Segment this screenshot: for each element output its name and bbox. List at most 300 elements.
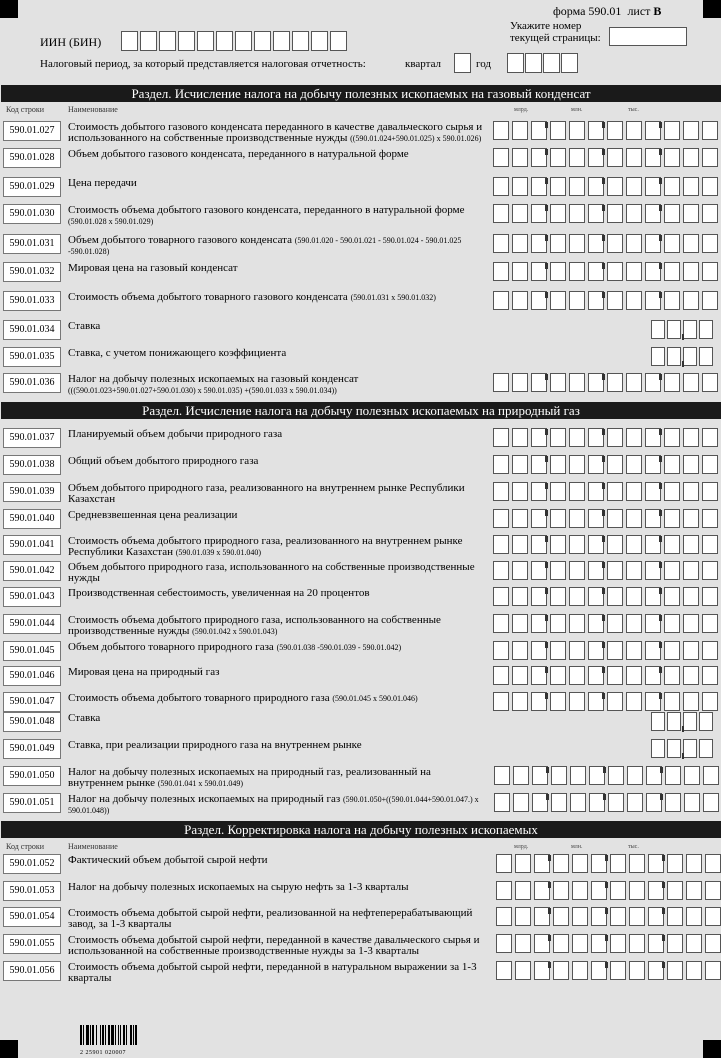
amount-digit-cell[interactable] xyxy=(686,934,702,953)
amount-digit-cell[interactable] xyxy=(550,121,566,140)
amount-digit-cell[interactable] xyxy=(686,907,702,926)
amount-digit-cell[interactable] xyxy=(607,666,623,685)
amount-digit-cell[interactable] xyxy=(493,177,509,196)
amount-digit-cell[interactable] xyxy=(645,234,661,253)
amount-digit-cell[interactable] xyxy=(686,881,702,900)
year-digit-cell[interactable] xyxy=(525,53,542,73)
amount-digit-cell[interactable] xyxy=(626,666,642,685)
amount-digit-cell[interactable] xyxy=(493,641,509,660)
amount-digit-cell[interactable] xyxy=(705,934,721,953)
amount-digit-cell[interactable] xyxy=(569,177,585,196)
iin-digit-cell[interactable] xyxy=(254,31,271,51)
amount-digit-cell[interactable] xyxy=(683,428,699,447)
iin-digit-cell[interactable] xyxy=(311,31,328,51)
amount-digit-cell[interactable] xyxy=(512,148,528,167)
amount-digit-cell[interactable] xyxy=(664,641,680,660)
rate-digit-cell[interactable] xyxy=(667,320,681,339)
amount-digit-cell[interactable] xyxy=(589,766,605,785)
amount-digit-cell[interactable] xyxy=(493,428,509,447)
amount-digit-cell[interactable] xyxy=(493,561,509,580)
amount-digit-cell[interactable] xyxy=(607,641,623,660)
amount-digit-cell[interactable] xyxy=(664,587,680,606)
amount-digit-cell[interactable] xyxy=(531,373,547,392)
amount-digit-cell[interactable] xyxy=(512,428,528,447)
amount-digit-cell[interactable] xyxy=(648,854,664,873)
amount-digit-cell[interactable] xyxy=(645,428,661,447)
amount-digit-cell[interactable] xyxy=(572,934,588,953)
amount-digit-cell[interactable] xyxy=(588,177,604,196)
amount-digit-cell[interactable] xyxy=(645,204,661,223)
amount-digit-cell[interactable] xyxy=(534,934,550,953)
amount-digit-cell[interactable] xyxy=(534,881,550,900)
amount-digit-cell[interactable] xyxy=(664,204,680,223)
amount-digit-cell[interactable] xyxy=(569,614,585,633)
amount-digit-cell[interactable] xyxy=(646,766,662,785)
amount-digit-cell[interactable] xyxy=(588,262,604,281)
amount-digit-cell[interactable] xyxy=(531,234,547,253)
amount-digit-cell[interactable] xyxy=(626,561,642,580)
amount-digit-cell[interactable] xyxy=(550,666,566,685)
amount-digit-cell[interactable] xyxy=(607,614,623,633)
amount-digit-cell[interactable] xyxy=(550,177,566,196)
amount-digit-cell[interactable] xyxy=(683,561,699,580)
amount-digit-cell[interactable] xyxy=(531,641,547,660)
amount-digit-cell[interactable] xyxy=(702,291,718,310)
amount-digit-cell[interactable] xyxy=(629,907,645,926)
rate-digit-cell[interactable] xyxy=(699,739,713,758)
rate-digit-cell[interactable] xyxy=(651,347,665,366)
amount-digit-cell[interactable] xyxy=(512,482,528,501)
rate-digit-cell[interactable] xyxy=(683,320,697,339)
amount-digit-cell[interactable] xyxy=(645,692,661,711)
amount-digit-cell[interactable] xyxy=(550,291,566,310)
amount-digit-cell[interactable] xyxy=(626,291,642,310)
amount-digit-cell[interactable] xyxy=(607,262,623,281)
amount-digit-cell[interactable] xyxy=(645,291,661,310)
amount-digit-cell[interactable] xyxy=(607,121,623,140)
amount-digit-cell[interactable] xyxy=(515,907,531,926)
amount-digit-cell[interactable] xyxy=(683,291,699,310)
amount-digit-cell[interactable] xyxy=(512,373,528,392)
amount-digit-cell[interactable] xyxy=(550,234,566,253)
iin-digit-cell[interactable] xyxy=(330,31,347,51)
amount-digit-cell[interactable] xyxy=(683,666,699,685)
amount-digit-cell[interactable] xyxy=(702,482,718,501)
amount-digit-cell[interactable] xyxy=(645,641,661,660)
amount-digit-cell[interactable] xyxy=(569,455,585,474)
amount-digit-cell[interactable] xyxy=(626,614,642,633)
amount-digit-cell[interactable] xyxy=(513,766,529,785)
amount-digit-cell[interactable] xyxy=(512,561,528,580)
amount-digit-cell[interactable] xyxy=(588,509,604,528)
amount-digit-cell[interactable] xyxy=(702,641,718,660)
amount-digit-cell[interactable] xyxy=(493,204,509,223)
amount-digit-cell[interactable] xyxy=(648,934,664,953)
amount-digit-cell[interactable] xyxy=(569,373,585,392)
amount-digit-cell[interactable] xyxy=(570,766,586,785)
amount-digit-cell[interactable] xyxy=(550,587,566,606)
amount-digit-cell[interactable] xyxy=(550,204,566,223)
amount-digit-cell[interactable] xyxy=(534,907,550,926)
amount-digit-cell[interactable] xyxy=(572,881,588,900)
amount-digit-cell[interactable] xyxy=(531,535,547,554)
amount-digit-cell[interactable] xyxy=(588,373,604,392)
amount-digit-cell[interactable] xyxy=(702,561,718,580)
iin-digit-cell[interactable] xyxy=(292,31,309,51)
amount-digit-cell[interactable] xyxy=(493,482,509,501)
amount-digit-cell[interactable] xyxy=(645,535,661,554)
amount-digit-cell[interactable] xyxy=(664,373,680,392)
amount-digit-cell[interactable] xyxy=(683,262,699,281)
amount-digit-cell[interactable] xyxy=(648,961,664,980)
amount-digit-cell[interactable] xyxy=(667,881,683,900)
amount-digit-cell[interactable] xyxy=(645,509,661,528)
amount-digit-cell[interactable] xyxy=(569,482,585,501)
amount-digit-cell[interactable] xyxy=(608,766,624,785)
amount-digit-cell[interactable] xyxy=(512,509,528,528)
amount-digit-cell[interactable] xyxy=(591,961,607,980)
rate-digit-cell[interactable] xyxy=(699,347,713,366)
amount-digit-cell[interactable] xyxy=(493,291,509,310)
amount-digit-cell[interactable] xyxy=(703,766,719,785)
rate-digit-cell[interactable] xyxy=(683,712,697,731)
amount-digit-cell[interactable] xyxy=(683,692,699,711)
amount-digit-cell[interactable] xyxy=(493,373,509,392)
amount-digit-cell[interactable] xyxy=(569,204,585,223)
amount-digit-cell[interactable] xyxy=(569,148,585,167)
iin-digit-cell[interactable] xyxy=(216,31,233,51)
amount-digit-cell[interactable] xyxy=(493,692,509,711)
amount-digit-cell[interactable] xyxy=(531,455,547,474)
amount-digit-cell[interactable] xyxy=(705,907,721,926)
amount-digit-cell[interactable] xyxy=(683,614,699,633)
year-digit-cell[interactable] xyxy=(543,53,560,73)
amount-digit-cell[interactable] xyxy=(667,907,683,926)
amount-digit-cell[interactable] xyxy=(610,907,626,926)
amount-digit-cell[interactable] xyxy=(496,854,512,873)
amount-digit-cell[interactable] xyxy=(591,881,607,900)
amount-digit-cell[interactable] xyxy=(572,961,588,980)
rate-digit-cell[interactable] xyxy=(667,712,681,731)
amount-digit-cell[interactable] xyxy=(531,291,547,310)
amount-digit-cell[interactable] xyxy=(569,641,585,660)
amount-digit-cell[interactable] xyxy=(683,535,699,554)
amount-digit-cell[interactable] xyxy=(512,535,528,554)
amount-digit-cell[interactable] xyxy=(702,614,718,633)
amount-digit-cell[interactable] xyxy=(588,291,604,310)
amount-digit-cell[interactable] xyxy=(684,793,700,812)
amount-digit-cell[interactable] xyxy=(588,535,604,554)
amount-digit-cell[interactable] xyxy=(626,373,642,392)
amount-digit-cell[interactable] xyxy=(493,455,509,474)
amount-digit-cell[interactable] xyxy=(626,587,642,606)
amount-digit-cell[interactable] xyxy=(683,509,699,528)
amount-digit-cell[interactable] xyxy=(550,262,566,281)
amount-digit-cell[interactable] xyxy=(608,793,624,812)
amount-digit-cell[interactable] xyxy=(610,881,626,900)
amount-digit-cell[interactable] xyxy=(531,148,547,167)
amount-digit-cell[interactable] xyxy=(702,666,718,685)
amount-digit-cell[interactable] xyxy=(626,509,642,528)
amount-digit-cell[interactable] xyxy=(626,535,642,554)
amount-digit-cell[interactable] xyxy=(591,907,607,926)
amount-digit-cell[interactable] xyxy=(626,204,642,223)
amount-digit-cell[interactable] xyxy=(534,961,550,980)
amount-digit-cell[interactable] xyxy=(610,854,626,873)
amount-digit-cell[interactable] xyxy=(664,148,680,167)
amount-digit-cell[interactable] xyxy=(531,482,547,501)
amount-digit-cell[interactable] xyxy=(494,766,510,785)
year-digit-cell[interactable] xyxy=(561,53,578,73)
amount-digit-cell[interactable] xyxy=(493,121,509,140)
amount-digit-cell[interactable] xyxy=(686,961,702,980)
amount-digit-cell[interactable] xyxy=(494,793,510,812)
amount-digit-cell[interactable] xyxy=(532,766,548,785)
amount-digit-cell[interactable] xyxy=(550,455,566,474)
amount-digit-cell[interactable] xyxy=(550,509,566,528)
amount-digit-cell[interactable] xyxy=(626,482,642,501)
amount-digit-cell[interactable] xyxy=(664,291,680,310)
rate-digit-cell[interactable] xyxy=(683,347,697,366)
amount-digit-cell[interactable] xyxy=(627,766,643,785)
iin-digit-cell[interactable] xyxy=(140,31,157,51)
amount-digit-cell[interactable] xyxy=(588,666,604,685)
amount-digit-cell[interactable] xyxy=(645,373,661,392)
amount-digit-cell[interactable] xyxy=(607,373,623,392)
amount-digit-cell[interactable] xyxy=(664,121,680,140)
amount-digit-cell[interactable] xyxy=(496,907,512,926)
amount-digit-cell[interactable] xyxy=(645,666,661,685)
amount-digit-cell[interactable] xyxy=(588,587,604,606)
amount-digit-cell[interactable] xyxy=(534,854,550,873)
amount-digit-cell[interactable] xyxy=(588,561,604,580)
amount-digit-cell[interactable] xyxy=(702,204,718,223)
amount-digit-cell[interactable] xyxy=(683,641,699,660)
rate-digit-cell[interactable] xyxy=(699,320,713,339)
amount-digit-cell[interactable] xyxy=(493,148,509,167)
amount-digit-cell[interactable] xyxy=(702,121,718,140)
amount-digit-cell[interactable] xyxy=(493,587,509,606)
amount-digit-cell[interactable] xyxy=(610,934,626,953)
amount-digit-cell[interactable] xyxy=(553,881,569,900)
amount-digit-cell[interactable] xyxy=(702,692,718,711)
amount-digit-cell[interactable] xyxy=(645,177,661,196)
amount-digit-cell[interactable] xyxy=(683,204,699,223)
amount-digit-cell[interactable] xyxy=(569,121,585,140)
amount-digit-cell[interactable] xyxy=(512,666,528,685)
amount-digit-cell[interactable] xyxy=(607,177,623,196)
amount-digit-cell[interactable] xyxy=(569,262,585,281)
amount-digit-cell[interactable] xyxy=(607,428,623,447)
amount-digit-cell[interactable] xyxy=(645,482,661,501)
amount-digit-cell[interactable] xyxy=(683,148,699,167)
amount-digit-cell[interactable] xyxy=(515,934,531,953)
amount-digit-cell[interactable] xyxy=(553,934,569,953)
amount-digit-cell[interactable] xyxy=(515,881,531,900)
amount-digit-cell[interactable] xyxy=(591,934,607,953)
amount-digit-cell[interactable] xyxy=(512,234,528,253)
rate-digit-cell[interactable] xyxy=(651,712,665,731)
amount-digit-cell[interactable] xyxy=(531,614,547,633)
amount-digit-cell[interactable] xyxy=(683,373,699,392)
amount-digit-cell[interactable] xyxy=(569,692,585,711)
amount-digit-cell[interactable] xyxy=(702,177,718,196)
amount-digit-cell[interactable] xyxy=(664,614,680,633)
amount-digit-cell[interactable] xyxy=(591,854,607,873)
amount-digit-cell[interactable] xyxy=(665,793,681,812)
amount-digit-cell[interactable] xyxy=(588,692,604,711)
amount-digit-cell[interactable] xyxy=(683,177,699,196)
amount-digit-cell[interactable] xyxy=(515,854,531,873)
amount-digit-cell[interactable] xyxy=(512,121,528,140)
amount-digit-cell[interactable] xyxy=(627,793,643,812)
amount-digit-cell[interactable] xyxy=(553,961,569,980)
amount-digit-cell[interactable] xyxy=(588,482,604,501)
amount-digit-cell[interactable] xyxy=(626,148,642,167)
amount-digit-cell[interactable] xyxy=(626,262,642,281)
amount-digit-cell[interactable] xyxy=(551,766,567,785)
amount-digit-cell[interactable] xyxy=(512,641,528,660)
amount-digit-cell[interactable] xyxy=(607,692,623,711)
amount-digit-cell[interactable] xyxy=(550,641,566,660)
amount-digit-cell[interactable] xyxy=(531,587,547,606)
amount-digit-cell[interactable] xyxy=(607,561,623,580)
amount-digit-cell[interactable] xyxy=(664,535,680,554)
amount-digit-cell[interactable] xyxy=(667,961,683,980)
rate-digit-cell[interactable] xyxy=(651,739,665,758)
amount-digit-cell[interactable] xyxy=(531,692,547,711)
amount-digit-cell[interactable] xyxy=(493,262,509,281)
amount-digit-cell[interactable] xyxy=(645,587,661,606)
amount-digit-cell[interactable] xyxy=(664,428,680,447)
amount-digit-cell[interactable] xyxy=(532,793,548,812)
amount-digit-cell[interactable] xyxy=(664,234,680,253)
amount-digit-cell[interactable] xyxy=(645,262,661,281)
amount-digit-cell[interactable] xyxy=(588,614,604,633)
amount-digit-cell[interactable] xyxy=(588,428,604,447)
amount-digit-cell[interactable] xyxy=(569,428,585,447)
amount-digit-cell[interactable] xyxy=(702,234,718,253)
amount-digit-cell[interactable] xyxy=(588,121,604,140)
amount-digit-cell[interactable] xyxy=(512,587,528,606)
amount-digit-cell[interactable] xyxy=(550,373,566,392)
amount-digit-cell[interactable] xyxy=(626,455,642,474)
amount-digit-cell[interactable] xyxy=(496,961,512,980)
amount-digit-cell[interactable] xyxy=(493,234,509,253)
page-number-field[interactable] xyxy=(609,27,687,46)
amount-digit-cell[interactable] xyxy=(607,204,623,223)
amount-digit-cell[interactable] xyxy=(667,854,683,873)
amount-digit-cell[interactable] xyxy=(589,793,605,812)
amount-digit-cell[interactable] xyxy=(550,428,566,447)
amount-digit-cell[interactable] xyxy=(629,934,645,953)
amount-digit-cell[interactable] xyxy=(702,587,718,606)
amount-digit-cell[interactable] xyxy=(702,535,718,554)
amount-digit-cell[interactable] xyxy=(607,291,623,310)
amount-digit-cell[interactable] xyxy=(531,262,547,281)
amount-digit-cell[interactable] xyxy=(493,666,509,685)
amount-digit-cell[interactable] xyxy=(550,535,566,554)
amount-digit-cell[interactable] xyxy=(531,204,547,223)
amount-digit-cell[interactable] xyxy=(629,854,645,873)
amount-digit-cell[interactable] xyxy=(702,509,718,528)
amount-digit-cell[interactable] xyxy=(626,692,642,711)
year-digit-cell[interactable] xyxy=(507,53,524,73)
amount-digit-cell[interactable] xyxy=(569,587,585,606)
amount-digit-cell[interactable] xyxy=(493,535,509,554)
amount-digit-cell[interactable] xyxy=(588,234,604,253)
amount-digit-cell[interactable] xyxy=(664,561,680,580)
amount-digit-cell[interactable] xyxy=(626,641,642,660)
quarter-field[interactable] xyxy=(454,53,471,73)
amount-digit-cell[interactable] xyxy=(645,121,661,140)
amount-digit-cell[interactable] xyxy=(629,961,645,980)
amount-digit-cell[interactable] xyxy=(513,793,529,812)
amount-digit-cell[interactable] xyxy=(493,509,509,528)
iin-digit-cell[interactable] xyxy=(178,31,195,51)
amount-digit-cell[interactable] xyxy=(531,428,547,447)
amount-digit-cell[interactable] xyxy=(569,291,585,310)
amount-digit-cell[interactable] xyxy=(664,692,680,711)
amount-digit-cell[interactable] xyxy=(626,121,642,140)
amount-digit-cell[interactable] xyxy=(626,234,642,253)
amount-digit-cell[interactable] xyxy=(648,907,664,926)
amount-digit-cell[interactable] xyxy=(569,509,585,528)
amount-digit-cell[interactable] xyxy=(588,455,604,474)
amount-digit-cell[interactable] xyxy=(667,934,683,953)
amount-digit-cell[interactable] xyxy=(610,961,626,980)
amount-digit-cell[interactable] xyxy=(496,881,512,900)
amount-digit-cell[interactable] xyxy=(664,509,680,528)
amount-digit-cell[interactable] xyxy=(607,148,623,167)
amount-digit-cell[interactable] xyxy=(702,373,718,392)
amount-digit-cell[interactable] xyxy=(569,561,585,580)
amount-digit-cell[interactable] xyxy=(588,641,604,660)
amount-digit-cell[interactable] xyxy=(626,428,642,447)
amount-digit-cell[interactable] xyxy=(664,666,680,685)
amount-digit-cell[interactable] xyxy=(531,666,547,685)
amount-digit-cell[interactable] xyxy=(550,561,566,580)
amount-digit-cell[interactable] xyxy=(572,907,588,926)
amount-digit-cell[interactable] xyxy=(629,881,645,900)
amount-digit-cell[interactable] xyxy=(683,455,699,474)
amount-digit-cell[interactable] xyxy=(607,455,623,474)
amount-digit-cell[interactable] xyxy=(626,177,642,196)
amount-digit-cell[interactable] xyxy=(512,204,528,223)
amount-digit-cell[interactable] xyxy=(531,509,547,528)
amount-digit-cell[interactable] xyxy=(512,692,528,711)
iin-digit-cell[interactable] xyxy=(273,31,290,51)
amount-digit-cell[interactable] xyxy=(645,455,661,474)
iin-digit-cell[interactable] xyxy=(197,31,214,51)
amount-digit-cell[interactable] xyxy=(607,234,623,253)
amount-digit-cell[interactable] xyxy=(702,148,718,167)
amount-digit-cell[interactable] xyxy=(645,614,661,633)
amount-digit-cell[interactable] xyxy=(569,234,585,253)
amount-digit-cell[interactable] xyxy=(683,482,699,501)
amount-digit-cell[interactable] xyxy=(646,793,662,812)
iin-digit-cell[interactable] xyxy=(159,31,176,51)
amount-digit-cell[interactable] xyxy=(705,881,721,900)
amount-digit-cell[interactable] xyxy=(683,234,699,253)
rate-digit-cell[interactable] xyxy=(699,712,713,731)
amount-digit-cell[interactable] xyxy=(684,766,700,785)
amount-digit-cell[interactable] xyxy=(550,692,566,711)
amount-digit-cell[interactable] xyxy=(683,587,699,606)
rate-digit-cell[interactable] xyxy=(651,320,665,339)
amount-digit-cell[interactable] xyxy=(683,121,699,140)
amount-digit-cell[interactable] xyxy=(553,907,569,926)
